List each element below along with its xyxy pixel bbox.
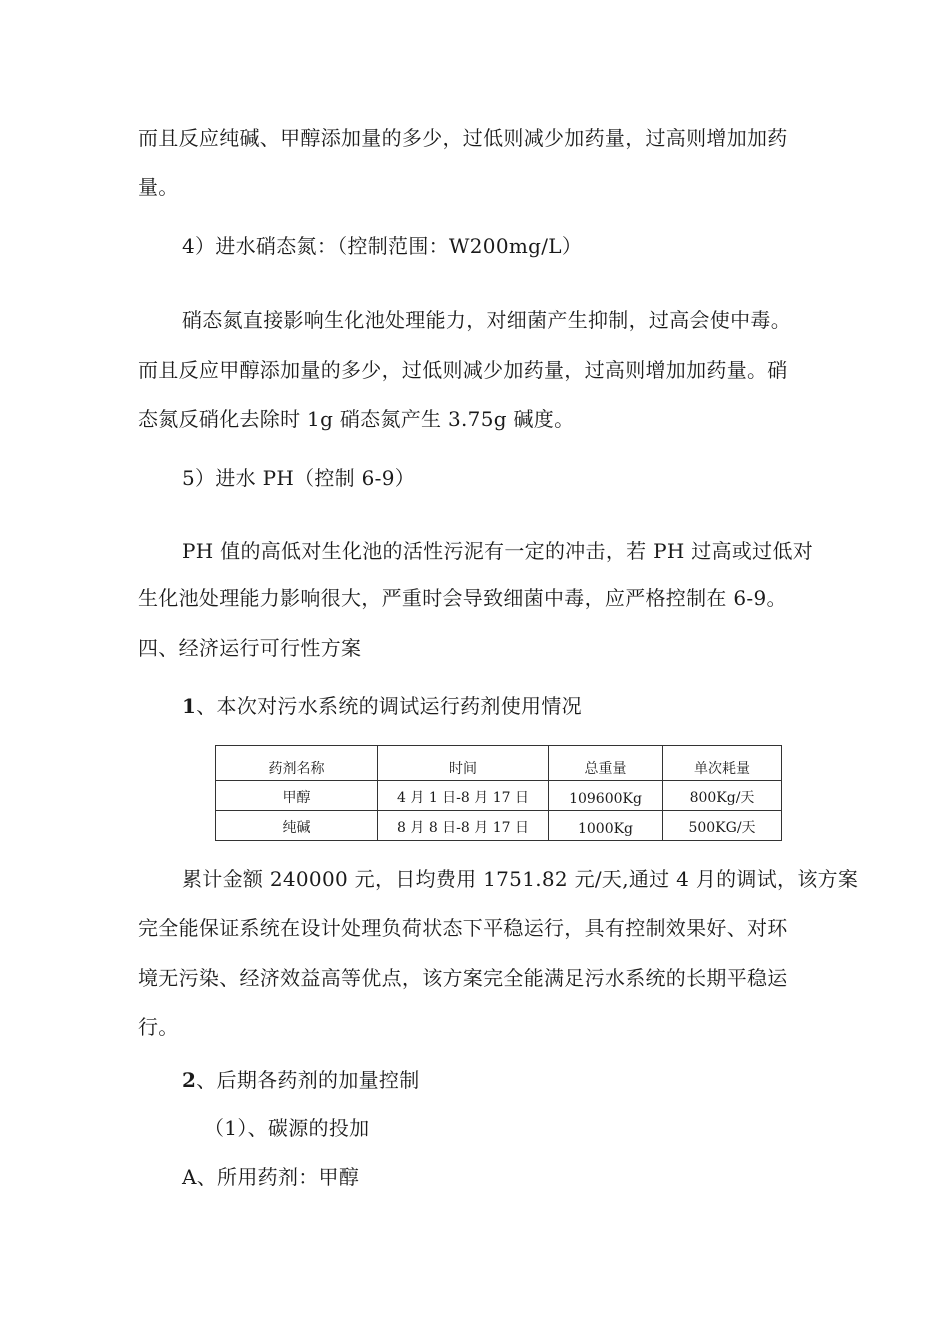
- table-row: [216, 811, 782, 841]
- table-row: [216, 781, 782, 811]
- table-cell: 500KG/天: [663, 811, 782, 841]
- paragraph-line: 境无污染、经济效益高等优点，该方案完全能满足污水系统的长期平稳运: [138, 966, 788, 990]
- table-cell: 800Kg/天: [663, 781, 782, 811]
- paragraph-line: 累计金额 240000 元，日均费用 1751.82 元/天,通过 4 月的调试，该方案: [182, 867, 859, 891]
- table-cell: 甲醇: [216, 781, 378, 811]
- table-header-row: [216, 746, 782, 781]
- sub-subsection-heading: （1）、碳源的投加: [204, 1116, 370, 1140]
- table-cell: 4 月 1 日-8 月 17 日: [378, 781, 549, 811]
- subsection-title: 、本次对污水系统的调试运行药剂使用情况: [196, 694, 582, 718]
- drug-usage-table: [215, 745, 782, 841]
- table-cell: 1000Kg: [549, 811, 663, 841]
- paragraph-line: 而且反应纯碱、甲醇添加量的多少，过低则减少加药量，过高则增加加药: [138, 126, 788, 150]
- paragraph-line: 态氮反硝化去除时 1g 硝态氮产生 3.75g 碱度。: [138, 407, 575, 431]
- heading-item-5: 5）进水 PH（控制 6-9）: [182, 466, 416, 490]
- subsection-title: 、后期各药剂的加量控制: [196, 1068, 420, 1092]
- table-header: 总重量: [549, 746, 663, 781]
- list-item-a: A、所用药剂：甲醇: [182, 1165, 360, 1189]
- paragraph-line: 量。: [138, 175, 179, 199]
- subsection-number: 2: [182, 1068, 197, 1092]
- section-heading: 四、经济运行可行性方案: [138, 636, 362, 660]
- subsection-heading-1: [182, 692, 582, 720]
- paragraph-line: 行。: [138, 1015, 179, 1039]
- paragraph-line: 硝态氮直接影响生化池处理能力，对细菌产生抑制，过高会使中毒。: [182, 308, 791, 332]
- table-cell: 纯碱: [216, 811, 378, 841]
- paragraph-line: 生化池处理能力影响很大，严重时会导致细菌中毒，应严格控制在 6-9。: [138, 586, 787, 610]
- table-cell: 8 月 8 日-8 月 17 日: [378, 811, 549, 841]
- paragraph-line: 而且反应甲醇添加量的多少，过低则减少加药量，过高则增加加药量。硝: [138, 358, 788, 382]
- table-header: 时间: [378, 746, 549, 781]
- subsection-heading-2: [182, 1066, 420, 1094]
- subsection-number: 1: [182, 694, 197, 718]
- table-cell: 109600Kg: [549, 781, 663, 811]
- table-header: 药剂名称: [216, 746, 378, 781]
- paragraph-line: PH 值的高低对生化池的活性污泥有一定的冲击，若 PH 过高或过低对: [182, 539, 814, 563]
- table-header: 单次耗量: [663, 746, 782, 781]
- heading-item-4: 4）进水硝态氮：（控制范围：W200mg/L）: [182, 234, 583, 258]
- paragraph-line: 完全能保证系统在设计处理负荷状态下平稳运行，具有控制效果好、对环: [138, 916, 788, 940]
